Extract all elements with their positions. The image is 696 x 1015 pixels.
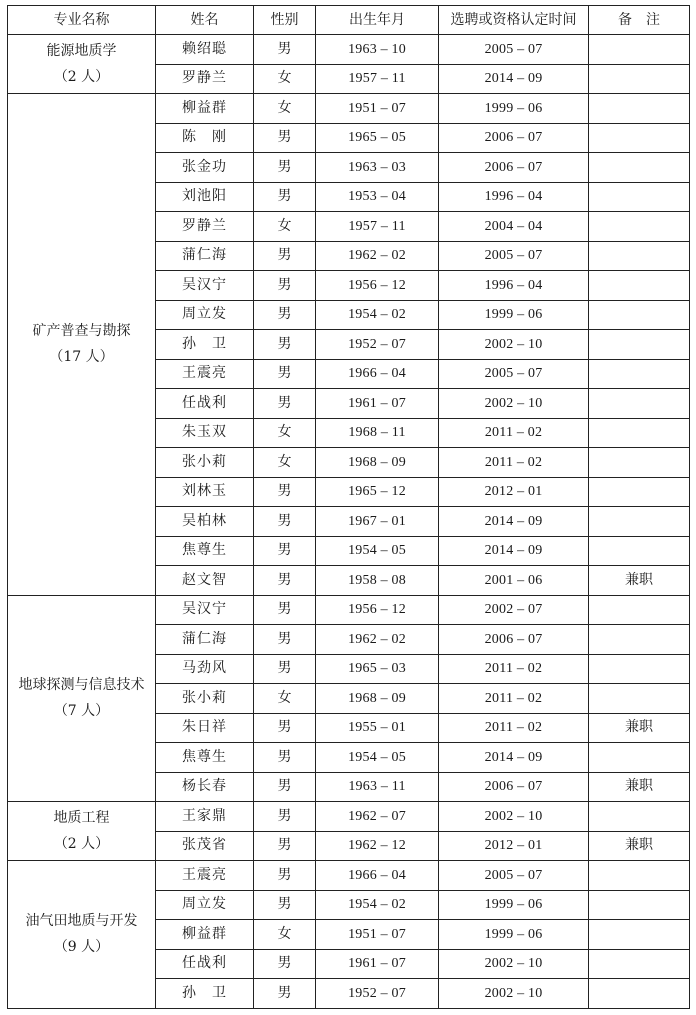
birth-cell: 1951 – 07 bbox=[316, 920, 439, 950]
appointed-cell: 2001 – 06 bbox=[439, 566, 589, 596]
appointed-cell: 2006 – 07 bbox=[439, 625, 589, 655]
appointed-cell: 1996 – 04 bbox=[439, 182, 589, 212]
remarks-cell bbox=[589, 802, 690, 832]
gender-cell: 男 bbox=[254, 389, 316, 419]
remarks-cell bbox=[589, 979, 690, 1009]
remarks-cell bbox=[589, 271, 690, 301]
header-birth: 出生年月 bbox=[316, 6, 439, 35]
major-name: 油气田地质与开发 bbox=[25, 913, 138, 930]
birth-cell: 1955 – 01 bbox=[316, 713, 439, 743]
birth-cell: 1953 – 04 bbox=[316, 182, 439, 212]
appointed-cell: 2011 – 02 bbox=[439, 448, 589, 478]
remarks-cell bbox=[589, 536, 690, 566]
gender-cell: 男 bbox=[254, 300, 316, 330]
appointed-cell: 2006 – 07 bbox=[439, 153, 589, 183]
major-cell bbox=[8, 802, 156, 861]
appointed-cell: 2002 – 10 bbox=[439, 949, 589, 979]
birth-cell: 1963 – 11 bbox=[316, 772, 439, 802]
gender-cell: 男 bbox=[254, 241, 316, 271]
gender-cell: 男 bbox=[254, 890, 316, 920]
name-cell: 孙 卫 bbox=[156, 979, 254, 1009]
birth-cell: 1963 – 03 bbox=[316, 153, 439, 183]
header-name: 姓名 bbox=[156, 6, 254, 35]
remarks-cell bbox=[589, 123, 690, 153]
name-cell: 杨长春 bbox=[156, 772, 254, 802]
remarks-cell bbox=[589, 743, 690, 773]
appointed-cell: 2006 – 07 bbox=[439, 123, 589, 153]
name-cell: 马劲风 bbox=[156, 654, 254, 684]
appointed-cell: 2005 – 07 bbox=[439, 359, 589, 389]
name-cell: 王家鼎 bbox=[156, 802, 254, 832]
gender-cell: 男 bbox=[254, 979, 316, 1009]
gender-cell: 男 bbox=[254, 654, 316, 684]
birth-cell: 1951 – 07 bbox=[316, 94, 439, 124]
remarks-cell bbox=[589, 949, 690, 979]
gender-cell: 女 bbox=[254, 64, 316, 94]
birth-cell: 1956 – 12 bbox=[316, 271, 439, 301]
major-cell bbox=[8, 861, 156, 1009]
birth-cell: 1954 – 05 bbox=[316, 536, 439, 566]
birth-cell: 1954 – 02 bbox=[316, 890, 439, 920]
name-cell: 孙 卫 bbox=[156, 330, 254, 360]
name-cell: 张小莉 bbox=[156, 684, 254, 714]
birth-cell: 1963 – 10 bbox=[316, 35, 439, 65]
appointed-cell: 2011 – 02 bbox=[439, 713, 589, 743]
major-count: （2 人） bbox=[53, 69, 110, 85]
birth-cell: 1966 – 04 bbox=[316, 861, 439, 891]
appointed-cell: 2005 – 07 bbox=[439, 861, 589, 891]
remarks-cell: 兼职 bbox=[589, 566, 690, 596]
table-row bbox=[8, 595, 690, 625]
gender-cell: 男 bbox=[254, 772, 316, 802]
birth-cell: 1962 – 12 bbox=[316, 831, 439, 861]
major-count: （2 人） bbox=[53, 836, 110, 852]
appointed-cell: 2014 – 09 bbox=[439, 64, 589, 94]
gender-cell: 男 bbox=[254, 595, 316, 625]
gender-cell: 女 bbox=[254, 418, 316, 448]
name-cell: 罗静兰 bbox=[156, 212, 254, 242]
major-name: 矿产普查与勘探 bbox=[32, 323, 131, 340]
gender-cell: 女 bbox=[254, 920, 316, 950]
name-cell: 吴汉宁 bbox=[156, 595, 254, 625]
remarks-cell bbox=[589, 241, 690, 271]
gender-cell: 男 bbox=[254, 861, 316, 891]
name-cell: 朱玉双 bbox=[156, 418, 254, 448]
birth-cell: 1952 – 07 bbox=[316, 979, 439, 1009]
birth-cell: 1967 – 01 bbox=[316, 507, 439, 537]
remarks-cell: 兼职 bbox=[589, 831, 690, 861]
gender-cell: 男 bbox=[254, 35, 316, 65]
name-cell: 蒲仁海 bbox=[156, 241, 254, 271]
gender-cell: 女 bbox=[254, 94, 316, 124]
remarks-cell bbox=[589, 920, 690, 950]
header-remarks: 备 注 bbox=[589, 6, 690, 35]
appointed-cell: 2005 – 07 bbox=[439, 35, 589, 65]
table-row bbox=[8, 861, 690, 891]
name-cell: 任战利 bbox=[156, 949, 254, 979]
remarks-cell: 兼职 bbox=[589, 772, 690, 802]
name-cell: 焦尊生 bbox=[156, 536, 254, 566]
appointed-cell: 2006 – 07 bbox=[439, 772, 589, 802]
birth-cell: 1954 – 02 bbox=[316, 300, 439, 330]
name-cell: 任战利 bbox=[156, 389, 254, 419]
name-cell: 吴汉宁 bbox=[156, 271, 254, 301]
name-cell: 赖绍聪 bbox=[156, 35, 254, 65]
major-count: （9 人） bbox=[53, 939, 110, 956]
gender-cell: 女 bbox=[254, 448, 316, 478]
name-cell: 焦尊生 bbox=[156, 743, 254, 773]
birth-cell: 1962 – 07 bbox=[316, 802, 439, 832]
gender-cell: 男 bbox=[254, 625, 316, 655]
appointed-cell: 1999 – 06 bbox=[439, 920, 589, 950]
gender-cell: 男 bbox=[254, 536, 316, 566]
appointed-cell: 2005 – 07 bbox=[439, 241, 589, 271]
gender-cell: 男 bbox=[254, 182, 316, 212]
name-cell: 刘林玉 bbox=[156, 477, 254, 507]
birth-cell: 1952 – 07 bbox=[316, 330, 439, 360]
appointed-cell: 2002 – 10 bbox=[439, 330, 589, 360]
remarks-cell bbox=[589, 389, 690, 419]
gender-cell: 男 bbox=[254, 330, 316, 360]
major-name: 能源地质学 bbox=[46, 43, 117, 59]
birth-cell: 1968 – 11 bbox=[316, 418, 439, 448]
birth-cell: 1966 – 04 bbox=[316, 359, 439, 389]
gender-cell: 男 bbox=[254, 949, 316, 979]
remarks-cell bbox=[589, 182, 690, 212]
remarks-cell bbox=[589, 300, 690, 330]
remarks-cell bbox=[589, 890, 690, 920]
gender-cell: 男 bbox=[254, 713, 316, 743]
name-cell: 吴柏林 bbox=[156, 507, 254, 537]
header-appointed: 选聘或资格认定时间 bbox=[439, 6, 589, 35]
gender-cell: 男 bbox=[254, 507, 316, 537]
table-row bbox=[8, 94, 690, 124]
remarks-cell bbox=[589, 64, 690, 94]
name-cell: 赵文智 bbox=[156, 566, 254, 596]
gender-cell: 男 bbox=[254, 123, 316, 153]
appointed-cell: 1999 – 06 bbox=[439, 890, 589, 920]
name-cell: 周立发 bbox=[156, 300, 254, 330]
birth-cell: 1954 – 05 bbox=[316, 743, 439, 773]
birth-cell: 1957 – 11 bbox=[316, 212, 439, 242]
gender-cell: 男 bbox=[254, 271, 316, 301]
gender-cell: 男 bbox=[254, 359, 316, 389]
appointed-cell: 2014 – 09 bbox=[439, 507, 589, 537]
major-name: 地质工程 bbox=[53, 810, 110, 826]
name-cell: 张茂省 bbox=[156, 831, 254, 861]
header-gender: 性别 bbox=[254, 6, 316, 35]
appointed-cell: 2011 – 02 bbox=[439, 654, 589, 684]
gender-cell: 男 bbox=[254, 477, 316, 507]
name-cell: 蒲仁海 bbox=[156, 625, 254, 655]
birth-cell: 1957 – 11 bbox=[316, 64, 439, 94]
name-cell: 刘池阳 bbox=[156, 182, 254, 212]
birth-cell: 1965 – 12 bbox=[316, 477, 439, 507]
name-cell: 张小莉 bbox=[156, 448, 254, 478]
gender-cell: 男 bbox=[254, 566, 316, 596]
appointed-cell: 2012 – 01 bbox=[439, 831, 589, 861]
major-count: （17 人） bbox=[49, 349, 114, 366]
name-cell: 王震亮 bbox=[156, 861, 254, 891]
birth-cell: 1968 – 09 bbox=[316, 684, 439, 714]
advisor-roster-table bbox=[7, 5, 690, 1009]
advisor-roster-sheet bbox=[7, 5, 690, 1009]
gender-cell: 女 bbox=[254, 212, 316, 242]
birth-cell: 1961 – 07 bbox=[316, 389, 439, 419]
name-cell: 张金功 bbox=[156, 153, 254, 183]
remarks-cell bbox=[589, 625, 690, 655]
birth-cell: 1956 – 12 bbox=[316, 595, 439, 625]
remarks-cell bbox=[589, 330, 690, 360]
name-cell: 罗静兰 bbox=[156, 64, 254, 94]
appointed-cell: 2004 – 04 bbox=[439, 212, 589, 242]
name-cell: 周立发 bbox=[156, 890, 254, 920]
name-cell: 柳益群 bbox=[156, 94, 254, 124]
remarks-cell bbox=[589, 153, 690, 183]
remarks-cell bbox=[589, 418, 690, 448]
birth-cell: 1961 – 07 bbox=[316, 949, 439, 979]
remarks-cell bbox=[589, 507, 690, 537]
appointed-cell: 2011 – 02 bbox=[439, 684, 589, 714]
name-cell: 王震亮 bbox=[156, 359, 254, 389]
birth-cell: 1965 – 05 bbox=[316, 123, 439, 153]
gender-cell: 女 bbox=[254, 684, 316, 714]
appointed-cell: 2011 – 02 bbox=[439, 418, 589, 448]
birth-cell: 1962 – 02 bbox=[316, 241, 439, 271]
gender-cell: 男 bbox=[254, 153, 316, 183]
appointed-cell: 2002 – 10 bbox=[439, 979, 589, 1009]
remarks-cell bbox=[589, 35, 690, 65]
header-major: 专业名称 bbox=[8, 6, 156, 35]
name-cell: 朱日祥 bbox=[156, 713, 254, 743]
birth-cell: 1965 – 03 bbox=[316, 654, 439, 684]
birth-cell: 1962 – 02 bbox=[316, 625, 439, 655]
name-cell: 柳益群 bbox=[156, 920, 254, 950]
remarks-cell bbox=[589, 684, 690, 714]
major-cell bbox=[8, 595, 156, 802]
name-cell: 陈 刚 bbox=[156, 123, 254, 153]
table-row bbox=[8, 802, 690, 832]
table-row bbox=[8, 35, 690, 65]
remarks-cell bbox=[589, 448, 690, 478]
header-row bbox=[8, 6, 690, 35]
appointed-cell: 2014 – 09 bbox=[439, 536, 589, 566]
birth-cell: 1968 – 09 bbox=[316, 448, 439, 478]
appointed-cell: 2002 – 10 bbox=[439, 389, 589, 419]
major-cell bbox=[8, 94, 156, 596]
appointed-cell: 1996 – 04 bbox=[439, 271, 589, 301]
appointed-cell: 2014 – 09 bbox=[439, 743, 589, 773]
appointed-cell: 1999 – 06 bbox=[439, 94, 589, 124]
remarks-cell bbox=[589, 654, 690, 684]
appointed-cell: 2002 – 07 bbox=[439, 595, 589, 625]
remarks-cell bbox=[589, 359, 690, 389]
major-count: （7 人） bbox=[53, 703, 110, 720]
appointed-cell: 2002 – 10 bbox=[439, 802, 589, 832]
remarks-cell bbox=[589, 94, 690, 124]
gender-cell: 男 bbox=[254, 743, 316, 773]
appointed-cell: 2012 – 01 bbox=[439, 477, 589, 507]
remarks-cell bbox=[589, 212, 690, 242]
gender-cell: 男 bbox=[254, 802, 316, 832]
appointed-cell: 1999 – 06 bbox=[439, 300, 589, 330]
gender-cell: 男 bbox=[254, 831, 316, 861]
remarks-cell bbox=[589, 595, 690, 625]
birth-cell: 1958 – 08 bbox=[316, 566, 439, 596]
major-cell bbox=[8, 35, 156, 94]
remarks-cell: 兼职 bbox=[589, 713, 690, 743]
major-name: 地球探测与信息技术 bbox=[18, 677, 145, 694]
remarks-cell bbox=[589, 861, 690, 891]
remarks-cell bbox=[589, 477, 690, 507]
